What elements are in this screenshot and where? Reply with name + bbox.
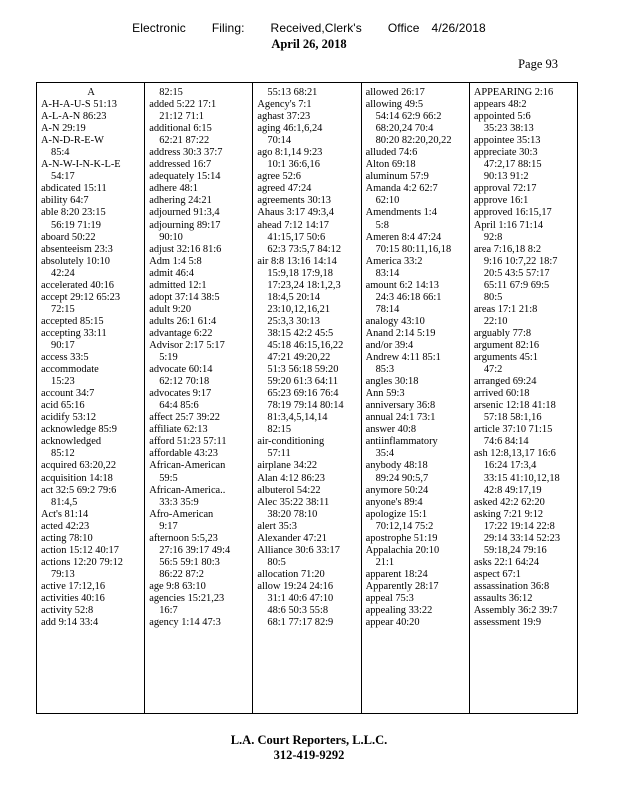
index-entry: afford 51:23 57:11: [149, 436, 227, 448]
index-entry: allocation 71:20: [257, 568, 325, 580]
index-entry-continuation: 90:17: [51, 339, 75, 351]
index-entry: Adm 1:4 5:8: [149, 255, 202, 267]
index-entry: albuterol 54:22: [257, 484, 321, 496]
index-entry: alluded 74:6: [365, 147, 418, 159]
index-entry: admitted 12:1: [149, 279, 207, 291]
index-entry-continuation: 59:20 61:3 64:11: [267, 376, 339, 388]
index-entry: age 9:8 63:10: [149, 580, 206, 592]
index-entry: Amendments 1:4: [365, 207, 437, 219]
index-entry-continuation: 62:3 73:5,7 84:12: [267, 243, 342, 255]
index-entry-continuation: 68:20,24 70:4: [375, 123, 434, 135]
index-entry: Apparently 28:17: [365, 580, 439, 592]
header-date: 4/26/2018: [431, 21, 486, 35]
index-entry: affect 25:7 39:22: [149, 412, 220, 424]
index-column: [361, 83, 469, 713]
index-entry: adjust 32:16 81:6: [149, 243, 222, 255]
index-entry: analogy 43:10: [365, 315, 425, 327]
received-label: Received,Clerk's: [270, 21, 362, 35]
index-entry: affiliate 62:13: [149, 424, 208, 436]
index-entry: aluminum 57:9: [365, 171, 429, 183]
index-column: [469, 83, 577, 713]
index-entry: assaults 36:12: [473, 592, 533, 604]
index-entry: agency 1:14 47:3: [149, 617, 221, 629]
index-entry: Alton 69:18: [365, 159, 416, 171]
index-entry-continuation: 48:6 50:3 55:8: [267, 605, 329, 617]
index-entry: anybody 48:18: [365, 460, 428, 472]
index-entry-continuation: 79:13: [51, 568, 75, 580]
index-entry: acquisition 14:18: [41, 472, 113, 484]
index-entry: adhere 48:1: [149, 183, 198, 195]
index-entry-continuation: 9:16 10:7,22 18:7: [483, 255, 558, 267]
index-entry: African-America..: [149, 484, 226, 496]
index-entry-continuation: 24:3 46:18 66:1: [375, 291, 442, 303]
index-entry: ahead 7:12 14:17: [257, 219, 329, 231]
index-entry: Amanda 4:2 62:7: [365, 183, 438, 195]
index-entry-continuation: 57:18 58:1,16: [483, 412, 542, 424]
index-entry-continuation: 15:23: [51, 376, 75, 388]
index-entry-continuation: 57:11: [267, 448, 291, 460]
index-entry-continuation: 80:20 82:20,20,22: [375, 135, 452, 147]
index-entry: answer 40:8: [365, 424, 417, 436]
index-entry-continuation: 89:24 90:5,7: [375, 472, 429, 484]
index-entry-continuation: 65:11 67:9 69:5: [483, 279, 550, 291]
index-entry-continuation: 68:1 77:17 82:9: [267, 617, 334, 629]
index-entry-continuation: 31:1 40:6 47:10: [267, 592, 334, 604]
index-entry-continuation: 78:14: [375, 303, 400, 315]
index-entry: A-N 29:19: [41, 123, 86, 135]
index-entry: ash 12:8,13,17 16:6: [473, 448, 556, 460]
index-entry: advocates 9:17: [149, 388, 212, 400]
index-entry-continuation: 47:2,17 88:15: [483, 159, 542, 171]
index-entry: article 37:10 71:15: [473, 424, 553, 436]
index-entry: adults 26:1 61:4: [149, 315, 217, 327]
index-entry: African-American: [149, 460, 226, 472]
index-entry-continuation: 85:4: [51, 147, 70, 159]
index-entry-continuation: 81:3,4,5,14,14: [267, 412, 328, 424]
index-entry-continuation: 80:5: [267, 556, 286, 568]
index-entry: adhering 24:21: [149, 195, 212, 207]
footer: [0, 733, 618, 763]
index-entry-continuation: 17:22 19:14 22:8: [483, 520, 555, 532]
index-entry-continuation: 21:1: [375, 556, 395, 568]
index-entry: air 8:8 13:16 14:14: [257, 255, 337, 267]
index-entry: afternoon 5:5,23: [149, 532, 218, 544]
index-entry: adopt 37:14 38:5: [149, 291, 220, 303]
index-entry: anymore 50:24: [365, 484, 429, 496]
reporter-phone: 312-419-9292: [273, 748, 345, 762]
index-entry: aging 46:1,6,24: [257, 123, 323, 135]
index-entry: asking 7:21 9:12: [473, 508, 544, 520]
index-entry-continuation: 47:21 49:20,22: [267, 352, 331, 364]
index-entry: adequately 15:14: [149, 171, 221, 183]
index-entry: areas 17:1 21:8: [473, 303, 538, 315]
index-entry: appointee 35:13: [473, 135, 541, 147]
index-entry-continuation: 33:3 35:9: [159, 496, 199, 508]
index-entry-continuation: 25:3,3 30:13: [267, 315, 320, 327]
index-entry-continuation: 59:5: [159, 472, 178, 484]
index-entry: adjourned 91:3,4: [149, 207, 220, 219]
index-entry: admit 46:4: [149, 267, 194, 279]
index-entry: Anand 2:14 5:19: [365, 327, 436, 339]
filing-label: Electronic: [132, 21, 186, 35]
index-entry-continuation: 5:8: [375, 219, 389, 231]
index-entry: A-N-D-R-E-W: [41, 135, 104, 147]
index-entry: asked 42:2 62:20: [473, 496, 545, 508]
index-entry: angles 30:18: [365, 376, 419, 388]
index-entry: A-L-A-N 86:23: [41, 111, 107, 123]
index-entry-continuation: 20:5 43:5 57:17: [483, 267, 550, 279]
index-entry: adjourning 89:17: [149, 219, 221, 231]
index-entry-continuation: 21:12 71:1: [159, 111, 204, 123]
index-entry: Alec 35:22 38:11: [257, 496, 330, 508]
index-entry: Ameren 8:4 47:24: [365, 231, 442, 243]
index-entry: agreements 30:13: [257, 195, 331, 207]
index-entry: actions 12:20 79:12: [41, 556, 123, 568]
index-entry-continuation: 62:10: [375, 195, 400, 207]
index-entry: activity 52:8: [41, 605, 94, 617]
index-column: [252, 83, 360, 713]
index-entry: acquired 63:20,22: [41, 460, 117, 472]
index-entry: Assembly 36:2 39:7: [473, 605, 558, 617]
index-entry: aboard 50:22: [41, 231, 96, 243]
index-entry: arguably 77:8: [473, 327, 532, 339]
index-entry: agreed 47:24: [257, 183, 312, 195]
index-entry: approve 16:1: [473, 195, 529, 207]
index-entry: Afro-American: [149, 508, 214, 520]
index-entry: arranged 69:24: [473, 376, 537, 388]
index-entry: abdicated 15:11: [41, 183, 107, 195]
index-entry: affordable 43:23: [149, 448, 218, 460]
office-label: Office: [387, 21, 420, 35]
index-entry: arrived 60:18: [473, 388, 530, 400]
index-entry: Ahaus 3:17 49:3,4: [257, 207, 334, 219]
index-entry: accepted 85:15: [41, 315, 104, 327]
index-entry: add 9:14 33:4: [41, 617, 99, 629]
index-entry-continuation: 35:23 38:13: [483, 123, 534, 135]
index-entry-continuation: 35:4: [375, 448, 395, 460]
index-entry: additional 6:15: [149, 123, 212, 135]
index-entry-continuation: 38:15 42:2 45:5: [267, 327, 334, 339]
index-entry-continuation: 23:10,12,16,21: [267, 303, 331, 315]
index-entry-continuation: 17:23,24 18:1,2,3: [267, 279, 341, 291]
index-entry: Agency's 7:1: [257, 99, 312, 111]
index-entry: Advisor 2:17 5:17: [149, 339, 225, 351]
index-entry: aghast 37:23: [257, 111, 311, 123]
filing-header: [0, 21, 618, 35]
index-entry-continuation: 22:10: [483, 315, 508, 327]
index-entry: addressed 16:7: [149, 159, 212, 171]
index-entry-continuation: 81:4,5: [51, 496, 78, 508]
index-entry: acted 42:23: [41, 520, 90, 532]
index-entry-continuation: 70:12,14 75:2: [375, 520, 434, 532]
index-entry: allowed 26:17: [365, 87, 425, 98]
index-entry: apologize 15:1: [365, 508, 428, 520]
index-entry: annual 24:1 73:1: [365, 412, 436, 424]
index-entry: acid 65:16: [41, 400, 85, 412]
index-entry: appealing 33:22: [365, 605, 433, 617]
index-entry: appear 40:20: [365, 617, 420, 629]
index-entry-continuation: 70:14: [267, 135, 292, 147]
index-entry-continuation: 78:19 79:14 80:14: [267, 400, 344, 412]
index-entry-continuation: 9:17: [159, 520, 178, 532]
index-column: [37, 83, 144, 713]
index-entry-continuation: 80:5: [483, 291, 503, 303]
index-entry: amount 6:2 14:13: [365, 279, 439, 291]
filing-label-2: Filing:: [211, 21, 245, 35]
index-entry: anniversary 36:8: [365, 400, 436, 412]
index-entry: Appalachia 20:10: [365, 544, 440, 556]
index-entry: assassination 36:8: [473, 580, 550, 592]
index-entry: assessment 19:9: [473, 617, 542, 629]
date-line: April 26, 2018: [271, 37, 347, 51]
index-entry: adult 9:20: [149, 303, 192, 315]
index-entry: A-N-W-I-N-K-L-E: [41, 159, 121, 171]
index-entry-continuation: 90:10: [159, 231, 183, 243]
index-entry-continuation: 10:1 36:6,16: [267, 159, 320, 171]
index-entry-continuation: 15:9,18 17:9,18: [267, 267, 333, 279]
index-entry-continuation: 85:3: [375, 364, 395, 376]
index-entry-continuation: 74:6 84:14: [483, 436, 529, 448]
index-entry-continuation: 86:22 87:2: [159, 568, 204, 580]
index-entry: active 17:12,16: [41, 580, 106, 592]
index-entry: appears 48:2: [473, 99, 527, 111]
index-entry: accept 29:12 65:23: [41, 291, 121, 303]
index-entry: act 32:5 69:2 79:6: [41, 484, 117, 496]
index-entry: allow 19:24 24:16: [257, 580, 334, 592]
index-entry: acknowledge 85:9: [41, 424, 117, 436]
index-entry: asks 22:1 64:24: [473, 556, 540, 568]
index-entry: advantage 6:22: [149, 327, 213, 339]
index-entry: absolutely 10:10: [41, 255, 110, 267]
index-entry: activities 40:16: [41, 592, 105, 604]
index-entry-continuation: 62:12 70:18: [159, 376, 210, 388]
index-entry-continuation: 41:15,17 50:6: [267, 231, 326, 243]
index-entry: allowing 49:5: [365, 99, 424, 111]
index-entry: alert 35:3: [257, 520, 297, 532]
index-entry: accommodate: [41, 364, 99, 376]
index-entry-continuation: 47:2: [483, 364, 503, 376]
index-entry: antiinflammatory: [365, 436, 438, 448]
index-entry: appointed 5:6: [473, 111, 531, 123]
index-entry-continuation: 83:14: [375, 267, 400, 279]
index-entry-continuation: 56:5 59:1 80:3: [159, 556, 220, 568]
index-entry: account 34:7: [41, 388, 95, 400]
index-entry-continuation: 38:20 78:10: [267, 508, 318, 520]
index-entry: apostrophe 51:19: [365, 532, 438, 544]
index-entry-continuation: 54:14 62:9 66:2: [375, 111, 442, 123]
index-entry: Andrew 4:11 85:1: [365, 352, 441, 364]
index-entry-continuation: 42:8 49:17,19: [483, 484, 542, 496]
index-entry: area 7:16,18 8:2: [473, 243, 542, 255]
index-entry: action 15:12 40:17: [41, 544, 119, 556]
index-entry-continuation: 42:24: [51, 267, 75, 279]
index-entry: appreciate 30:3: [473, 147, 538, 159]
index-entry: Act's 81:14: [41, 508, 89, 520]
index-entry: acknowledged: [41, 436, 102, 448]
index-entry-continuation: 16:7: [159, 605, 178, 617]
index-entry-continuation: 18:4,5 20:14: [267, 291, 320, 303]
index-entry-continuation: 65:23 69:16 76:4: [267, 388, 339, 400]
index-entry: agencies 15:21,23: [149, 592, 225, 604]
index-entry-continuation: 90:13 91:2: [483, 171, 529, 183]
index-entry: apparent 18:24: [365, 568, 428, 580]
index-entry-continuation: 82:15: [267, 424, 292, 436]
index-entry: Ann 59:3: [365, 388, 405, 400]
index-entry: added 5:22 17:1: [149, 99, 217, 111]
index-entry-continuation: 29:14 33:14 52:23: [483, 532, 561, 544]
index-entry-continuation: 72:15: [51, 303, 75, 315]
index-entry: ago 8:1,14 9:23: [257, 147, 323, 159]
index-entry: April 1:16 71:14: [473, 219, 544, 231]
index-entry: arsenic 12:18 41:18: [473, 400, 556, 412]
index-entry: airplane 34:22: [257, 460, 318, 472]
index-entry-continuation: 82:15: [159, 87, 183, 98]
index-entry: argument 82:16: [473, 339, 540, 351]
index-entry: arguments 45:1: [473, 352, 538, 364]
index-entry-continuation: 59:18,24 79:16: [483, 544, 547, 556]
index-entry-continuation: 51:3 56:18 59:20: [267, 364, 339, 376]
reporter-company: L.A. Court Reporters, L.L.C.: [230, 733, 388, 747]
index-entry: air-conditioning: [257, 436, 325, 448]
index-entry: accepting 33:11: [41, 327, 107, 339]
index-letter-heading: A: [87, 87, 95, 98]
index-entry-continuation: 85:12: [51, 448, 75, 460]
index-entry: acidify 53:12: [41, 412, 97, 424]
index-entry: accelerated 40:16: [41, 279, 114, 291]
index-entry: A-H-A-U-S 51:13: [41, 99, 117, 111]
index-entry-continuation: 16:24 17:3,4: [483, 460, 537, 472]
index-entry: able 8:20 23:15: [41, 207, 106, 219]
index-entry: absenteeism 23:3: [41, 243, 113, 255]
index-entry: ability 64:7: [41, 195, 89, 207]
index-entry-continuation: 45:18 46:15,16,22: [267, 339, 344, 351]
index-entry: appeal 75:3: [365, 592, 414, 604]
index-entry: agree 52:6: [257, 171, 301, 183]
index-entry-continuation: 54:17: [51, 171, 75, 183]
index-entry: approval 72:17: [473, 183, 537, 195]
index-entry: aspect 67:1: [473, 568, 521, 580]
index-entry-continuation: 33:15 41:10,12,18: [483, 472, 560, 484]
index-entry-continuation: 55:13 68:21: [267, 87, 318, 98]
index-entry-continuation: 56:19 71:19: [51, 219, 101, 231]
index-entry-continuation: 27:16 39:17 49:4: [159, 544, 231, 556]
index-entry: anyone's 89:4: [365, 496, 423, 508]
index-entry: Alliance 30:6 33:17: [257, 544, 340, 556]
index-entry: America 33:2: [365, 255, 423, 267]
index-entry: APPEARING 2:16: [473, 87, 554, 98]
index-entry-continuation: 5:19: [159, 352, 178, 364]
index-entry: acting 78:10: [41, 532, 93, 544]
index-entry: access 33:5: [41, 352, 89, 364]
index-entry: address 30:3 37:7: [149, 147, 223, 159]
index-entry: Alan 4:12 86:23: [257, 472, 325, 484]
index-entry-continuation: 62:21 87:22: [159, 135, 210, 147]
index-entry: approved 16:15,17: [473, 207, 552, 219]
index-column: [144, 83, 252, 713]
index-table: [36, 82, 578, 714]
page-number: Page 93: [518, 57, 558, 71]
index-entry-continuation: 70:15 80:11,16,18: [375, 243, 452, 255]
index-entry: advocate 60:14: [149, 364, 213, 376]
index-entry-continuation: 64:4 85:6: [159, 400, 199, 412]
index-entry: and/or 39:4: [365, 339, 414, 351]
index-entry-continuation: 92:8: [483, 231, 503, 243]
index-entry: Alexander 47:21: [257, 532, 327, 544]
